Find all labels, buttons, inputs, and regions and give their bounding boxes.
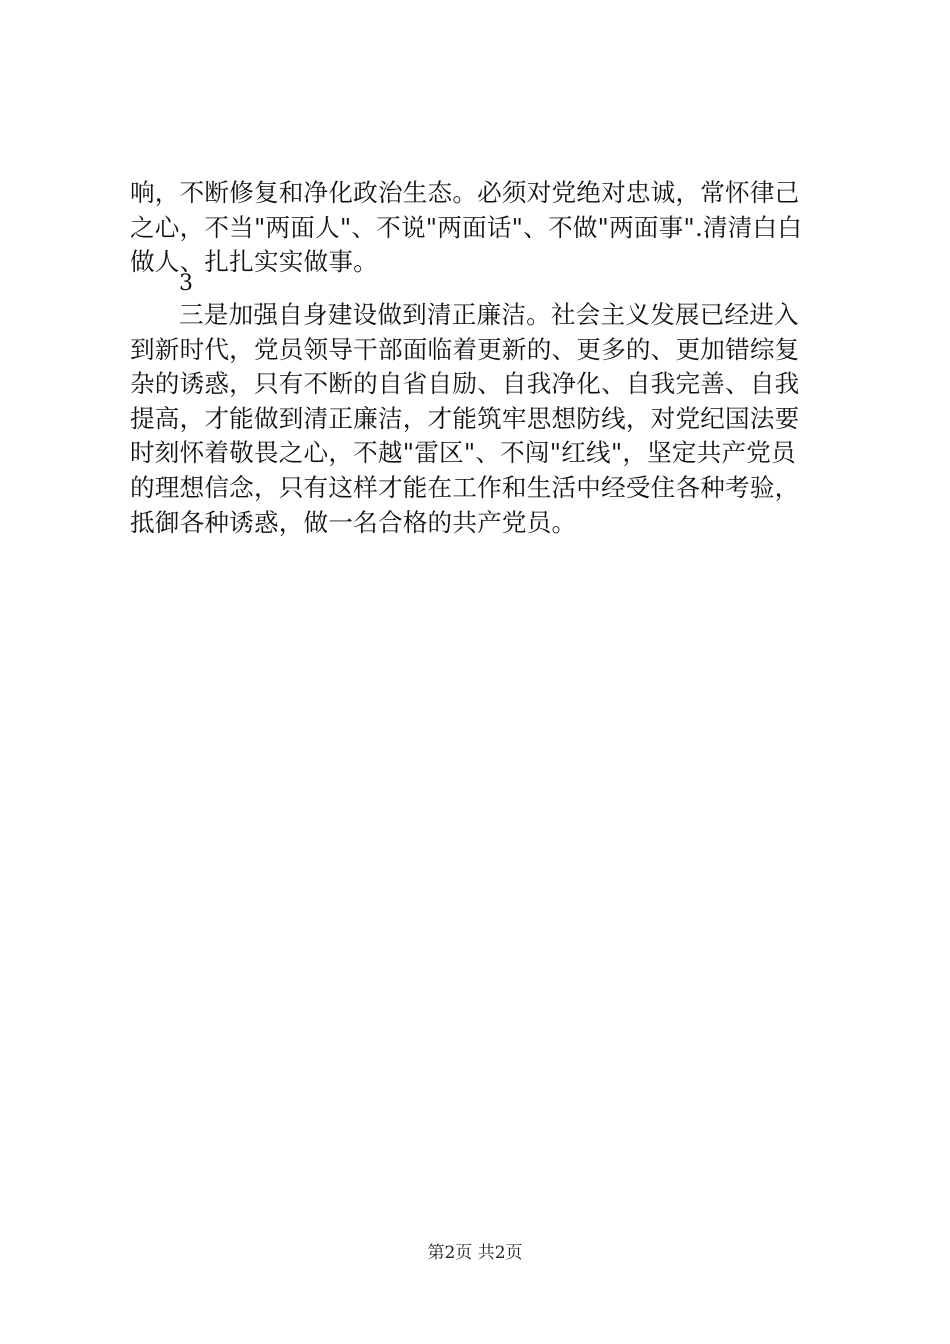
paragraph-line: 抵御各种诱惑，做一名合格的共产党员。 [130, 507, 577, 537]
paragraph-continued [130, 176, 835, 280]
paragraph-line: 到新时代，党员领导干部面临着更新的、更多的、更加错综复 [130, 334, 800, 364]
paragraph-line: 时刻怀着敬畏之心，不越"雷区"、不闯"红线"，坚定共产党员 [130, 438, 796, 468]
page-footer: 第2页 共2页 [427, 1243, 523, 1263]
page-marker: 3 [179, 271, 193, 296]
paragraph-line: 之心，不当"两面人"、不说"两面话"、不做"两面事".清清白白 [130, 212, 803, 242]
paragraph-line: 提高，才能做到清正廉洁，才能筑牢思想防线，对党纪国法要 [130, 403, 800, 433]
paragraph-line: 响，不断修复和净化政治生态。必须对党绝对忠诚，常怀律己 [130, 178, 800, 207]
paragraph-line: 做人、扎扎实实做事。 [130, 247, 378, 277]
paragraph-line: 杂的诱惑，只有不断的自省自励、自我净化、自我完善、自我 [130, 369, 800, 399]
paragraph-line: 的理想信念，只有这样才能在工作和生活中经受住各种考验， [130, 472, 800, 502]
paragraph-line: 三是加强自身建设做到清正廉洁。社会主义发展已经进入 [179, 300, 799, 329]
paragraph-integrity [130, 298, 835, 540]
